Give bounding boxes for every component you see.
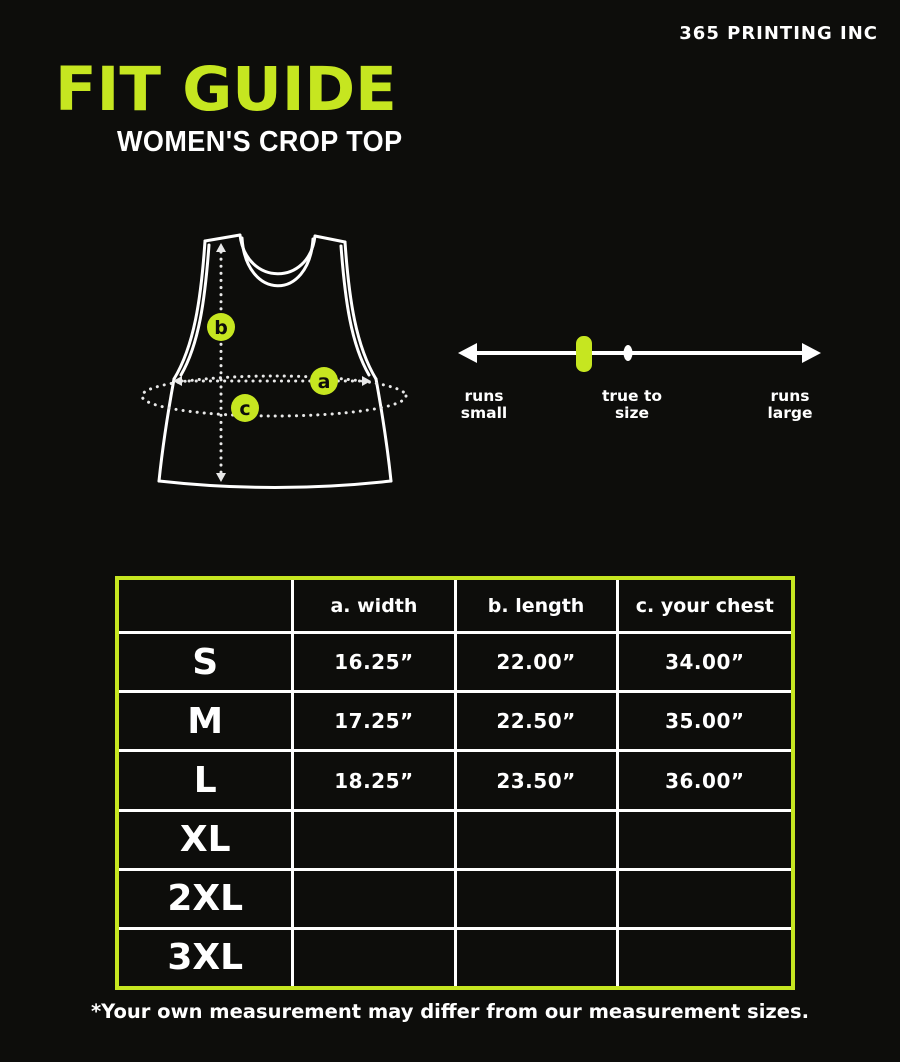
brand-text: 365 PRINTING INC — [679, 23, 878, 44]
value-cell — [457, 812, 616, 868]
size-table — [115, 576, 795, 990]
size-cell: M — [119, 693, 291, 749]
page-subtitle: WOMEN'S CROP TOP — [117, 126, 403, 158]
marker-c-label: c — [239, 398, 251, 420]
value-cell — [619, 812, 791, 868]
value-cell — [619, 871, 791, 927]
fit-scale-label-true-to-size — [562, 388, 702, 422]
label-line: size — [614, 404, 650, 422]
label-line: large — [767, 404, 813, 422]
size-cell: XL — [119, 812, 291, 868]
value-cell: 18.25” — [294, 752, 453, 808]
table-header-your-chest: c. your chest — [619, 580, 791, 631]
crop-top-diagram — [120, 210, 460, 520]
value-cell: 34.00” — [619, 634, 791, 690]
size-cell: 3XL — [119, 930, 291, 986]
marker-a-label: a — [317, 371, 331, 393]
value-cell: 22.00” — [457, 634, 616, 690]
value-cell: 17.25” — [294, 693, 453, 749]
fit-scale-label-runs-small — [414, 388, 554, 422]
marker-b-label: b — [214, 317, 228, 339]
value-cell: 23.50” — [457, 752, 616, 808]
right-arrowhead-icon — [802, 343, 821, 363]
size-cell: 2XL — [119, 871, 291, 927]
value-cell — [294, 871, 453, 927]
fit-scale-label-runs-large — [720, 388, 860, 422]
value-cell: 16.25” — [294, 634, 453, 690]
value-cell — [294, 930, 453, 986]
value-cell: 36.00” — [619, 752, 791, 808]
fit-scale-slider — [450, 325, 840, 385]
size-cell: S — [119, 634, 291, 690]
footnote: *Your own measurement may differ from our measurement sizes. — [90, 1000, 810, 1023]
page-title: FIT GUIDE — [55, 54, 397, 125]
value-cell — [457, 930, 616, 986]
label-line: runs — [770, 387, 810, 405]
left-arrowhead-icon — [458, 343, 477, 363]
value-cell: 22.50” — [457, 693, 616, 749]
fit-indicator-marker — [576, 336, 592, 372]
label-line: true to — [601, 387, 663, 405]
label-line: small — [460, 404, 508, 422]
table-header-blank — [119, 580, 291, 631]
table-header-length: b. length — [457, 580, 616, 631]
crop-top-outline — [159, 235, 391, 488]
value-cell — [619, 930, 791, 986]
value-cell — [457, 871, 616, 927]
center-tick-dot — [624, 345, 633, 361]
value-cell: 35.00” — [619, 693, 791, 749]
table-header-width: a. width — [294, 580, 453, 631]
size-cell: L — [119, 752, 291, 808]
label-line: runs — [464, 387, 504, 405]
value-cell — [294, 812, 453, 868]
